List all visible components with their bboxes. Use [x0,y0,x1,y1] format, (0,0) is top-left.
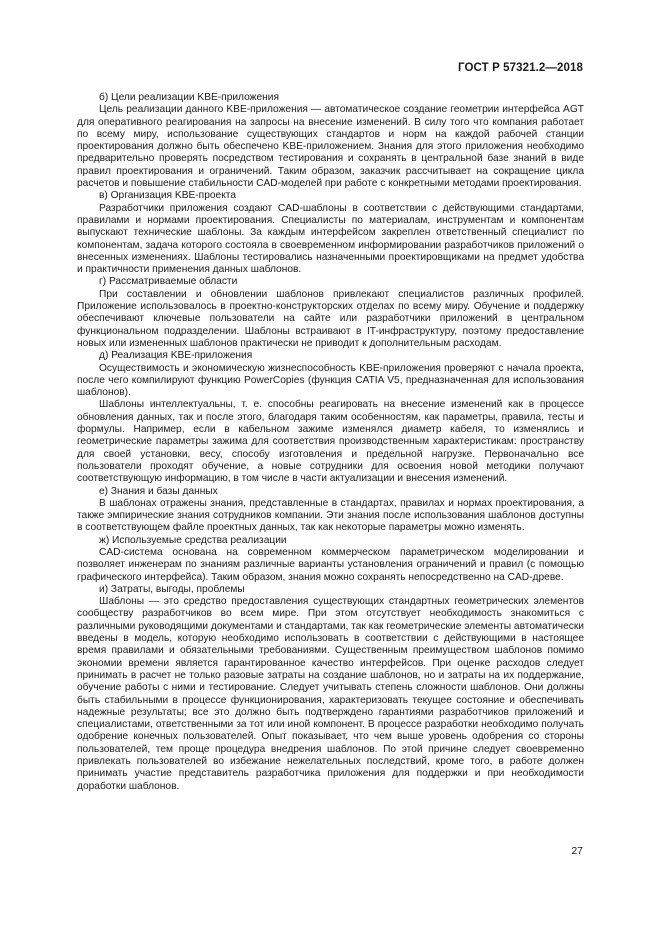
paragraph: CAD-система основана на современном коммерческом параметрическом моделировании и позволяет инженерам по знаниям различные варианты установления ограничений и правил (с помощью графического интерфейса). Таким образом, знания можно сохранять непосредственно на CAD-древе. [77,546,584,583]
paragraph: Цель реализации данного KBE-приложения — автоматическое создание геометрии интерфейса AGT для оперативного реагирования на запросы на внесение изменений. В силу того что компания работает по всему миру, использование существующих стандартов и норм на каждой рабочей станции проектирования должно быть обеспечено KBE-приложением. Знания для этого приложения необходимо предварительно проверять посредством тестирования и сохранять в центральной базе знаний в виде правил проектирования и ограничений. Таким образом, заказчик рассчитывает на сокращение цикла расчетов и повышение стабильности CAD-моделей при работе с конкретными методами проектирования. [77,104,584,190]
paragraph: Осуществимость и экономическую жизнеспособность KBE-приложения проверяют с начала проекта, после чего компилируют функцию PowerCopies (функция CATIA V5, предназначенная для использования шаблонов). [77,362,584,399]
paragraph: Шаблоны интеллектуальны, т. е. способны реагировать на внесение изменений как в процессе обновления данных, так и после этого, благодаря таким особенностям, как параметры, правила, тесты и формулы. Например, если в кабельном зажиме изменялся диаметр кабеля, то изменялись и геометрические параметры зажима для соответствия производственным характеристикам: пространству для своей установки, весу, способу изготовления и предельной нагрузке. Первоначально все пользователи проходят обучение, а новые сотрудники для освоения новой методики получают соответствующую информацию, в том числе в части актуализации и внесения изменений. [77,399,584,485]
section-heading: е) Знания и базы данных [99,485,218,497]
section-heading: б) Цели реализации KBE-приложения [99,92,279,103]
paragraph: Шаблоны — это средство предоставления существующих стандартных геометрических элементов сообществу разработчиков во всем мире. При этом отсутствует необходимость знакомиться с различными руководящими документами и стандартами, так как геометрические элементы автоматически введены в модель, которую необходимо использовать в соответствии с действующими в настоящее время правилами и обязательными требованиями. Существенным преимуществом шаблонов помимо экономии времени является гарантированное качество интерфейсов. При оценке расходов следует принимать в расчет не только разовые затраты на создание шаблонов, но и затраты на их поддержание, обучение работы с ними и тестирование. Следует учитывать степень сложности шаблонов. Они должны быть стабильными в процессе функционирования, характеризовать текущее состояние и обеспечивать надежные результаты; все это должно быть подтверждено гарантиями разработчиков приложений и специалистами, ответственными за тот или иной компонент. В процессе разработки необходимо получать одобрение конечных пользователей. Опыт показывает, что чем выше уровень одобрения со стороны пользователей, тем проще процедура внедрения шаблонов. По этой причине следует своевременно привлекать пользователей во избежание нежелательных последствий, кроме того, в работе должен принимать участие представитель разработчика приложения для поддержки и при необходимости доработки шаблонов. [77,596,584,792]
page-body [77,92,584,793]
paragraph: В шаблонах отражены знания, представленные в стандартах, правилах и нормах проектирования, а также эмпирические знания сотрудников компании. Эти знания после использования шаблонов доступны в соответствующем файле проектных данных, так как некоторые параметры можно изменять. [77,497,584,534]
paragraph: При составлении и обновлении шаблонов привлекают специалистов различных профилей. Приложение использовалось в проектно-конструкторских отделах по всему миру. Обучение и поддержку обеспечивают ключевые пользователи на сайте или разработчики приложений в центральном функциональном подразделении. Шаблоны встраивают в IT-инфраструктуру, поэтому предоставление новых или измененных шаблонов практически не приводит к дополнительным расходам. [77,288,584,349]
page-number: 27 [571,845,583,857]
section-heading: ж) Используемые средства реализации [99,534,287,546]
section-heading: в) Организация KBE-проекта [99,190,236,202]
paragraph: Разработчики приложения создают CAD-шаблоны в соответствии с действующими стандартами, правилами и нормами проектирования. Специалисты по материалам, инструментам и компонентам выпускают технические шаблоны. За каждым интерфейсом закреплен ответственный специалист по компонентам, задача которого состояла в своевременном информировании разработчиков приложений о внесенных изменениях. Шаблоны тестировались назначенными проектировщиками на предмет удобства и практичности применения данных шаблонов. [77,202,584,276]
document-code: ГОСТ Р 57321.2—2018 [458,62,583,74]
section-heading: и) Затраты, выгоды, проблемы [99,583,245,595]
section-heading: г) Рассматриваемые области [99,276,238,288]
section-heading: д) Реализация KBE-приложения [99,350,253,362]
